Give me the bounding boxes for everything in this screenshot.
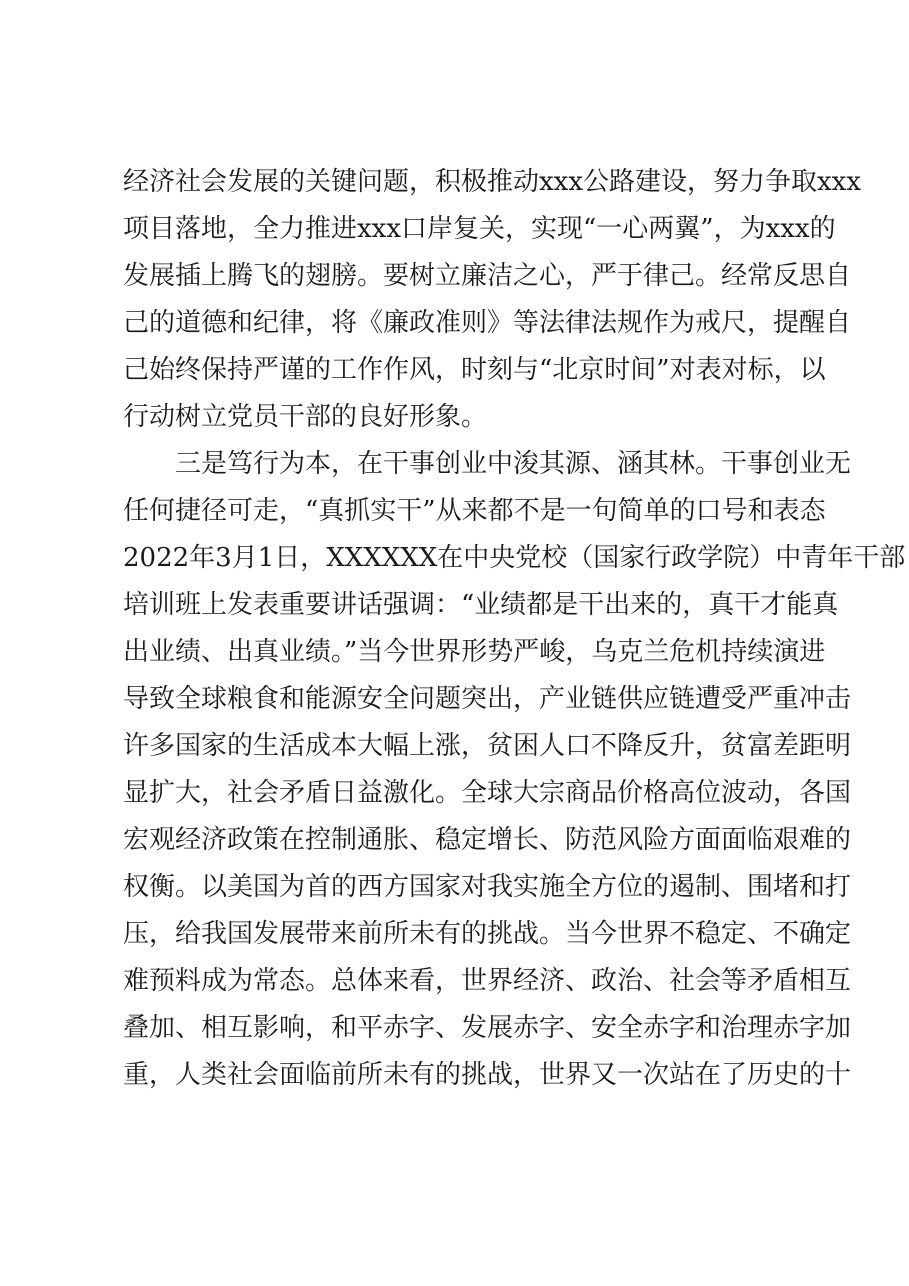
text-line: 己的道德和纪律，将《廉政准则》等法律法规作为戒尺，提醒自	[123, 308, 852, 338]
text-line: 经济社会发展的关键问题，积极推动xxx公路建设，努力争取xxx	[123, 167, 861, 197]
text-line: 发展插上腾飞的翅膀。要树立廉洁之心，严于律己。经常反思自	[123, 261, 852, 291]
text-line: 权衡。以美国为首的西方国家对我实施全方位的遏制、围堵和打	[123, 872, 852, 902]
text-line: 压，给我国发展带来前所未有的挑战。当今世界不稳定、不确定	[123, 919, 852, 949]
paragraph-first-line: 三是笃行为本，在干事创业中浚其源、涵其林。干事创业无	[175, 449, 852, 479]
text-line: 宏观经济政策在控制通胀、稳定增长、防范风险方面面临艰难的	[123, 825, 852, 855]
text-line: 己始终保持严谨的工作作风，时刻与“北京时间”对表对标，以	[123, 355, 826, 385]
text-line: 2022年3月1日，XXXXXX在中央党校（国家行政学院）中青年干部	[123, 543, 906, 573]
text-line: 叠加、相互影响，和平赤字、发展赤字、安全赤字和治理赤字加	[123, 1013, 852, 1043]
text-line: 项目落地，全力推进xxx口岸复关，实现“一心两翼”，为xxx的	[123, 214, 836, 244]
text-line: 显扩大，社会矛盾日益激化。全球大宗商品价格高位波动，各国	[123, 778, 852, 808]
text-line: 导致全球粮食和能源安全问题突出，产业链供应链遭受严重冲击	[123, 684, 852, 714]
text-line: 培训班上发表重要讲话强调：“业绩都是干出来的，真干才能真	[123, 590, 839, 620]
text-line: 任何捷径可走，“真抓实干”从来都不是一句简单的口号和表态	[123, 496, 826, 526]
text-line: 行动树立党员干部的良好形象。	[123, 402, 488, 432]
text-line: 难预料成为常态。总体来看，世界经济、政治、社会等矛盾相互	[123, 966, 852, 996]
text-line: 出业绩、出真业绩。”当今世界形势严峻，乌克兰危机持续演进	[123, 637, 826, 667]
text-line: 许多国家的生活成本大幅上涨，贫困人口不降反升，贫富差距明	[123, 731, 852, 761]
text-line: 重，人类社会面临前所未有的挑战，世界又一次站在了历史的十	[123, 1060, 852, 1090]
